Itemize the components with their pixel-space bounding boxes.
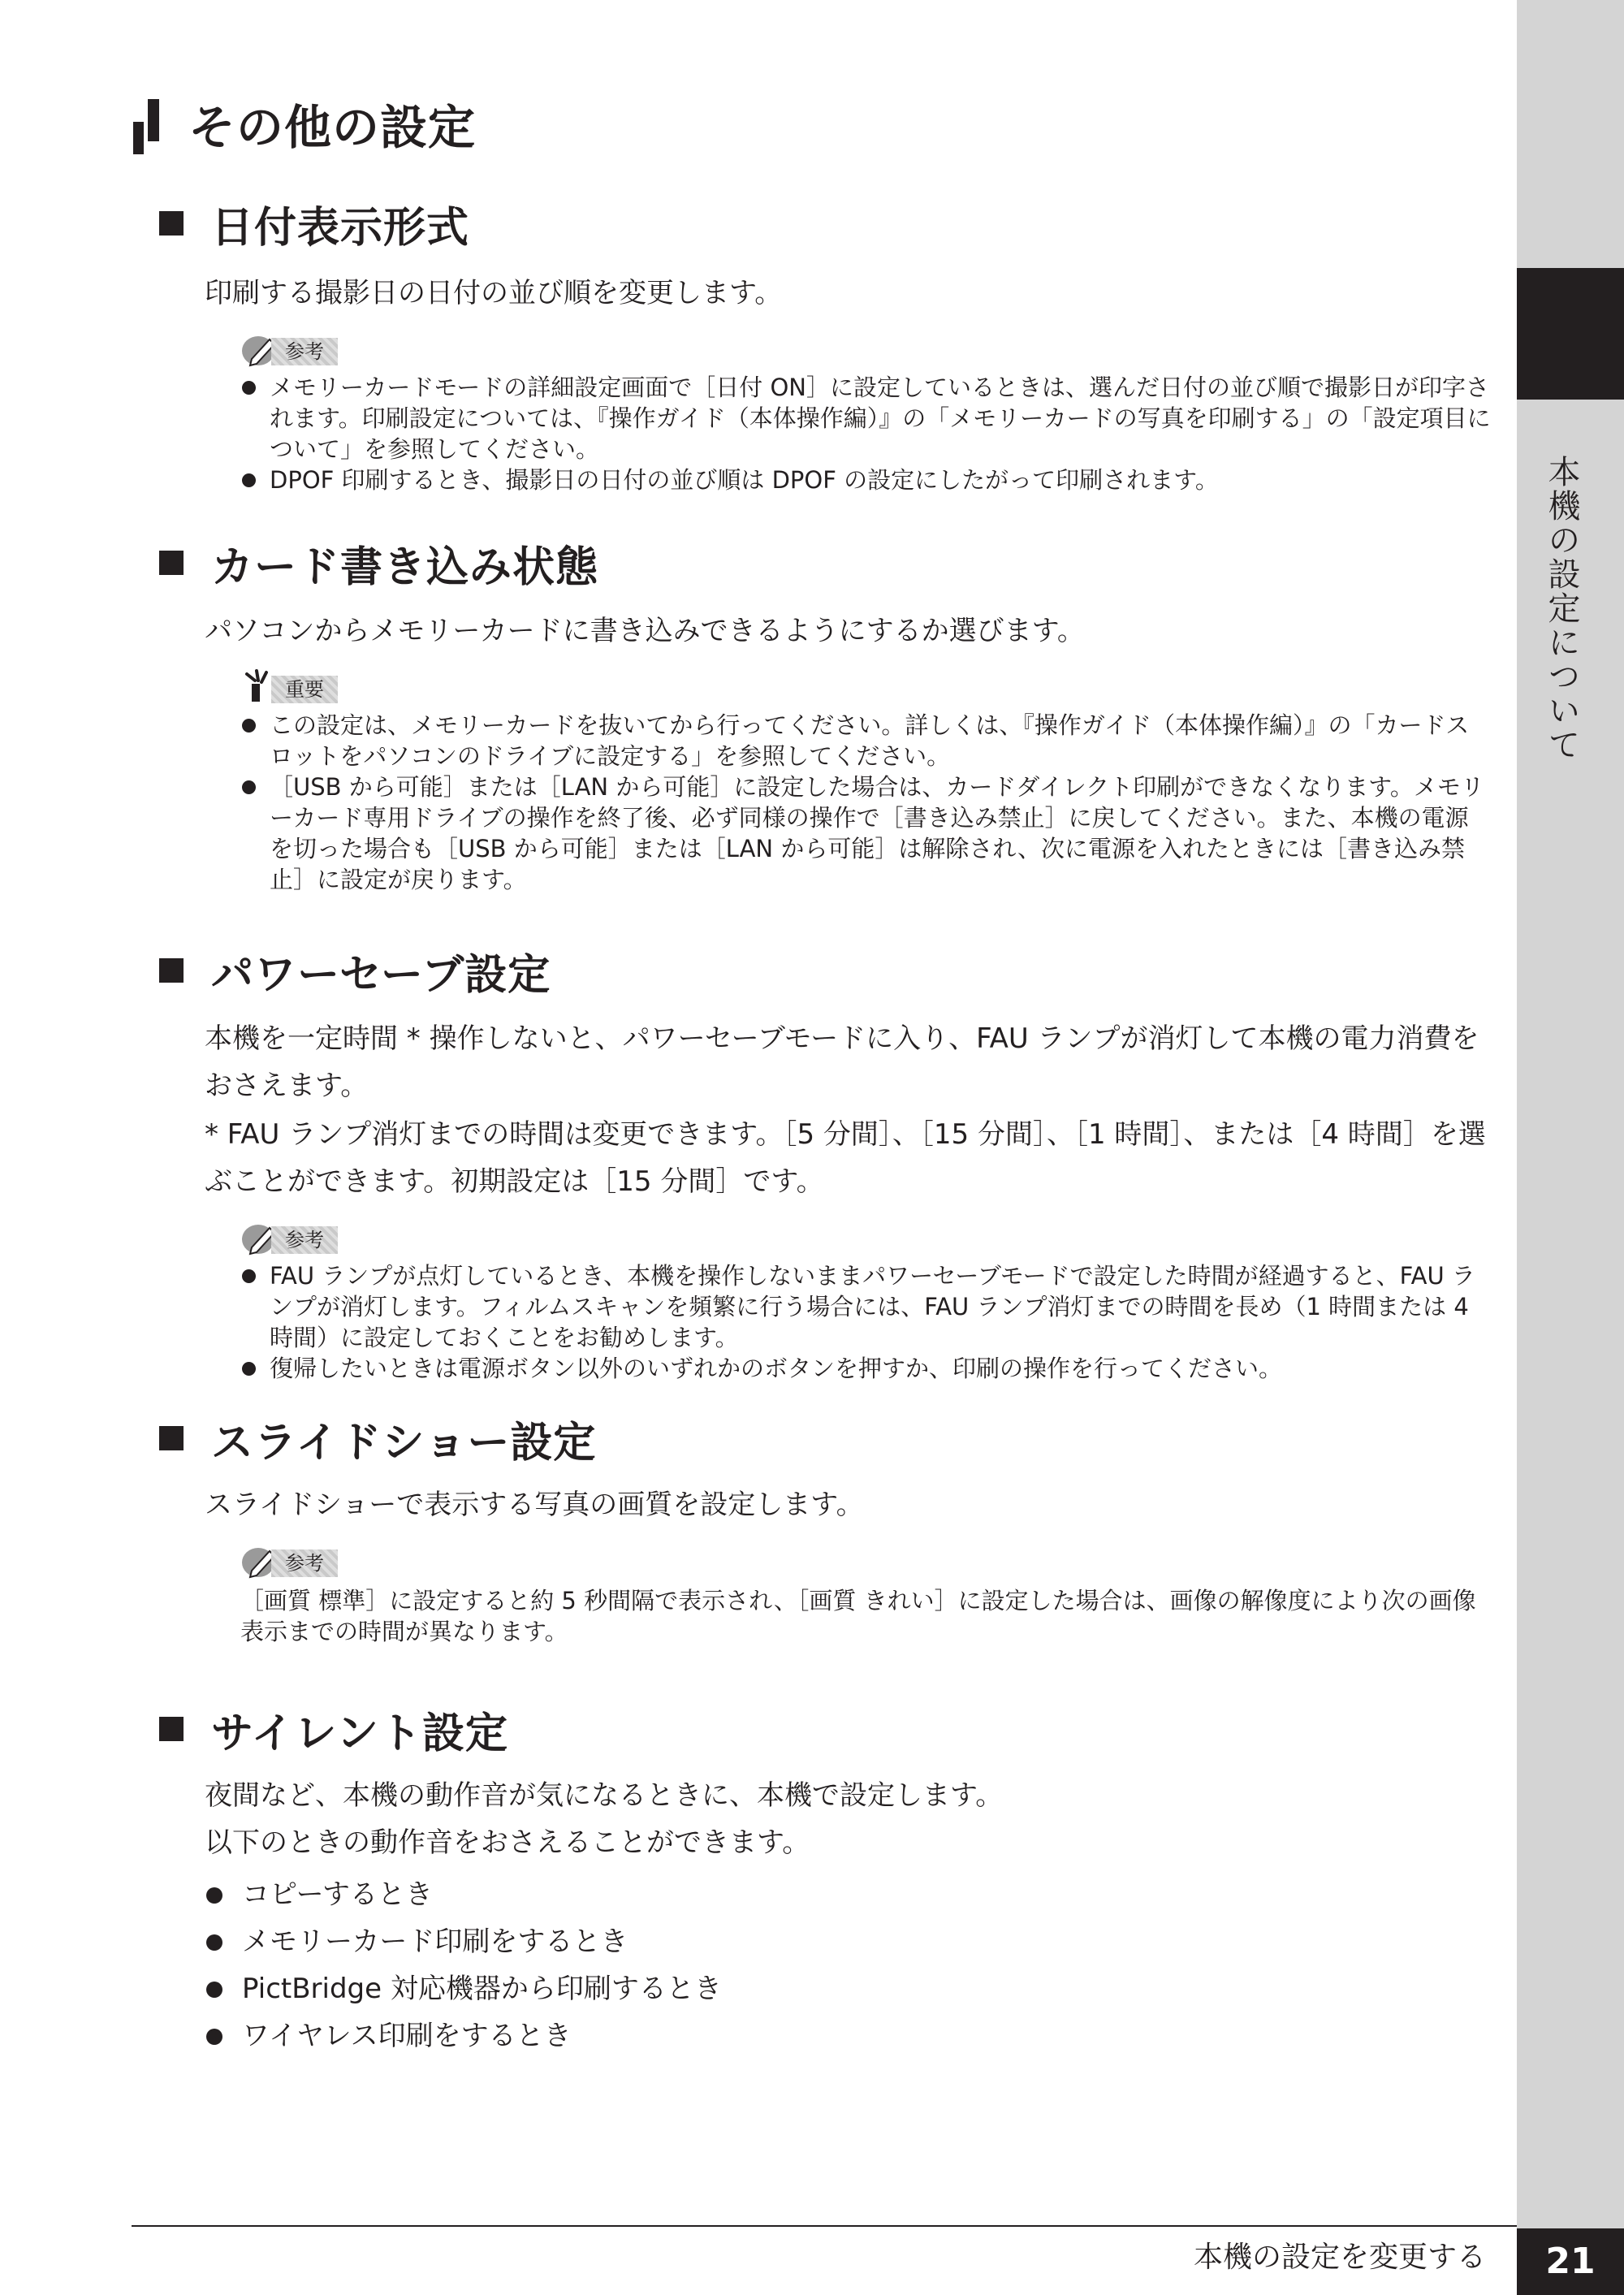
section-body: * FAU ランプ消灯までの時間は変更できます。［5 分間］、［15 分間］、［1 時間］、または［4 時間］を選ぶことができます。初期設定は［15 分間］です。 <box>205 1118 1486 1198</box>
section-body: パソコンからメモリーカードに書き込みできるようにするか選びます。 <box>205 615 1085 647</box>
section-power-save <box>159 942 1491 1384</box>
section-silent <box>159 1701 1491 2059</box>
page-title-text: その他の設定 <box>188 100 477 155</box>
footer-title: 本機の設定を変更する <box>1193 2241 1486 2274</box>
section-body: 本機を一定時間 * 操作しないと、パワーセーブモードに入り、FAU ランプが消灯して本機の電力消費をおさえます。 <box>205 1022 1479 1102</box>
list-item: ワイヤレス印刷をするとき <box>205 2012 1491 2059</box>
list-item: この設定は、メモリーカードを抜いてから行ってください。詳しくは、『操作ガイド（本体操作編）』の「カードスロットをパソコンのドライブに設定する」を参照してください。 <box>240 710 1491 771</box>
important-label: 重要 <box>271 676 338 703</box>
page-number: 21 <box>1517 2228 1624 2295</box>
square-bullet-icon <box>159 551 184 575</box>
square-bullet-icon <box>159 1717 184 1741</box>
section-card-write <box>159 534 1491 895</box>
note-box <box>240 1543 1491 1647</box>
section-title: カード書き込み状態 <box>211 542 599 592</box>
section-body: 夜間など、本機の動作音が気になるときに、本機で設定します。 <box>205 1779 1004 1812</box>
note-box <box>240 1220 1491 1384</box>
list-item: FAU ランプが点灯しているとき、本機を操作しないままパワーセーブモードで設定した時間が経過すると、FAU ランプが消灯します。フィルムスキャンを頻繁に行う場合には、FAU ランプ消灯までの時間を長め（1 時間または 4 時間）に設定しておくことをお勧めします。 <box>240 1260 1491 1353</box>
section-body: 以下のときの動作音をおさえることができます。 <box>205 1826 810 1859</box>
section-date-format <box>159 195 1491 495</box>
list-item: 復帰したいときは電源ボタン以外のいずれかのボタンを押すか、印刷の操作を行ってください。 <box>240 1353 1491 1384</box>
section-title: スライドショー設定 <box>211 1418 597 1467</box>
section-title: パワーセーブ設定 <box>211 950 551 1000</box>
square-bullet-icon <box>159 211 184 236</box>
square-bullet-icon <box>159 1426 184 1450</box>
note-label: 参考 <box>271 1226 338 1254</box>
list-item: PictBridge 対応機器から印刷するとき <box>205 1965 1491 2012</box>
title-mark-icon <box>132 91 172 156</box>
section-body: 印刷する撮影日の日付の並び順を変更します。 <box>205 277 783 309</box>
square-bullet-icon <box>159 958 184 983</box>
page-title <box>132 91 476 156</box>
note-box <box>240 331 1491 495</box>
list-item: コピーするとき <box>205 1871 1491 1918</box>
section-body: スライドショーで表示する写真の画質を設定します。 <box>205 1489 864 1521</box>
note-text: ［画質 標準］に設定すると約 5 秒間隔で表示され、［画質 きれい］に設定した場合は、画像の解像度により次の画像表示までの時間が異なります。 <box>240 1587 1476 1645</box>
list-item: ［USB から可能］または［LAN から可能］に設定した場合は、カードダイレクト印刷ができなくなります。メモリーカード専用ドライブの操作を終了後、必ず同様の操作で［書き込み禁止］に戻してください。また、本機の電源を切った場合も［USB から可能］または［LAN から可能］は解除され、次に電源を入れたときには［書き込み禁止］に設定が戻ります。 <box>240 771 1491 895</box>
list-item: DPOF 印刷するとき、撮影日の日付の並び順は DPOF の設定にしたがって印刷されます。 <box>240 465 1491 495</box>
section-title: サイレント設定 <box>211 1709 509 1758</box>
note-label: 参考 <box>271 1549 338 1577</box>
list-item: メモリーカードモードの詳細設定画面で［日付 ON］に設定しているときは、選んだ日付の並び順で撮影日が印字されます。印刷設定については、『操作ガイド（本体操作編）』の「メモリーカードの写真を印刷する」の「設定項目について」を参照してください。 <box>240 372 1491 465</box>
important-box <box>240 669 1491 895</box>
side-tab-label: 本機の設定について <box>1543 455 1580 762</box>
note-label: 参考 <box>271 338 338 365</box>
section-slideshow <box>159 1410 1491 1647</box>
footer-divider <box>132 2225 1517 2227</box>
section-title: 日付表示形式 <box>211 203 470 253</box>
side-tab-marker <box>1517 268 1624 400</box>
alert-icon <box>242 669 274 707</box>
list-item: メモリーカード印刷をするとき <box>205 1918 1491 1965</box>
